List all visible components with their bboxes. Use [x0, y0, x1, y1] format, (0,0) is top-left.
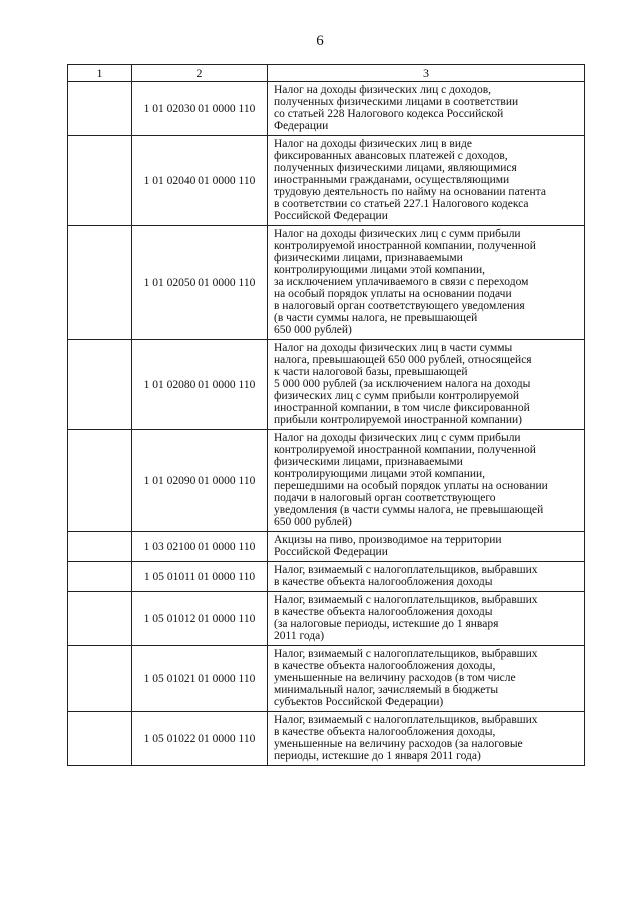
revenue-description: Налог, взимаемый с налогоплательщиков, выбравших в качестве объекта налогообложения доходы, уменьшенные на величину расходов (за налоговые периоды, истекшие до 1 января 2011 года)	[268, 712, 585, 766]
table-row	[68, 430, 585, 532]
revenue-description: Налог на доходы физических лиц в виде фиксированных авансовых платежей с доходов, полученных физическими лицами, являющимися иностранными гражданами, осуществляющими трудовую деятельность по найму на основании патента в соответствии со статьей 227.1 Налогового кодекса Российской Федерации	[268, 136, 585, 226]
revenue-description: Налог, взимаемый с налогоплательщиков, выбравших в качестве объекта налогообложения доходы (за налоговые периоды, истекшие до 1 января 2011 года)	[268, 592, 585, 646]
revenue-description: Налог на доходы физических лиц с сумм прибыли контролируемой иностранной компании, полученной физическими лицами, признаваемыми контролирующими лицами этой компании, перешедшими на особый порядок уплаты на основании подачи в налоговый орган соответствующего уведомления (в части суммы налога, не превышающей 650 000 рублей)	[268, 430, 585, 532]
budget-classification-code: 1 01 02080 01 0000 110	[132, 340, 268, 430]
row-col-1-cell	[68, 562, 132, 592]
revenue-description: Налог, взимаемый с налогоплательщиков, выбравших в качестве объекта налогообложения доходы	[268, 562, 585, 592]
row-col-1-cell	[68, 646, 132, 712]
budget-classification-code: 1 03 02100 01 0000 110	[132, 532, 268, 562]
table-row	[68, 136, 585, 226]
revenue-description: Налог, взимаемый с налогоплательщиков, выбравших в качестве объекта налогообложения доходы, уменьшенные на величину расходов (в том числе минимальный налог, зачисляемый в бюджеты субъектов Российской Федерации)	[268, 646, 585, 712]
row-col-1-cell	[68, 136, 132, 226]
row-col-1-cell	[68, 82, 132, 136]
page-number: 6	[316, 33, 324, 49]
row-col-1-cell	[68, 532, 132, 562]
row-col-1-cell	[68, 226, 132, 340]
budget-classification-code: 1 01 02040 01 0000 110	[132, 136, 268, 226]
budget-classification-code: 1 05 01021 01 0000 110	[132, 646, 268, 712]
table-row	[68, 712, 585, 766]
budget-classification-code: 1 01 02030 01 0000 110	[132, 82, 268, 136]
budget-classification-code: 1 01 02050 01 0000 110	[132, 226, 268, 340]
budget-classification-code: 1 05 01022 01 0000 110	[132, 712, 268, 766]
revenue-description: Налог на доходы физических лиц в части суммы налога, превышающей 650 000 рублей, относящейся к части налоговой базы, превышающей 5 000 000 рублей (за исключением налога на доходы физических лиц с сумм прибыли контролируемой иностранной компании, в том числе фиксированной прибыли контролируемой иностранной компании)	[268, 340, 585, 430]
row-col-1-cell	[68, 592, 132, 646]
table-row	[68, 592, 585, 646]
revenue-description: Налог на доходы физических лиц с доходов, полученных физическими лицами в соответствии со статьей 228 Налогового кодекса Российской Федерации	[268, 82, 585, 136]
budget-classification-code: 1 05 01011 01 0000 110	[132, 562, 268, 592]
table-row	[68, 82, 585, 136]
header-col-2: 2	[132, 65, 268, 82]
table-header-row	[68, 65, 585, 82]
table-row	[68, 340, 585, 430]
row-col-1-cell	[68, 340, 132, 430]
classification-table	[67, 64, 585, 766]
row-col-1-cell	[68, 712, 132, 766]
budget-classification-code: 1 01 02090 01 0000 110	[132, 430, 268, 532]
budget-classification-code: 1 05 01012 01 0000 110	[132, 592, 268, 646]
row-col-1-cell	[68, 430, 132, 532]
table-row	[68, 562, 585, 592]
table-row	[68, 646, 585, 712]
revenue-description: Налог на доходы физических лиц с сумм прибыли контролируемой иностранной компании, полученной физическими лицами, признаваемыми контролирующими лицами этой компании, за исключением уплачиваемого в связи с переходом на особый порядок уплаты на основании подачи в налоговый орган соответствующего уведомления (в части суммы налога, не превышающей 650 000 рублей)	[268, 226, 585, 340]
table-row	[68, 226, 585, 340]
header-col-3: 3	[268, 65, 585, 82]
revenue-description: Акцизы на пиво, производимое на территории Российской Федерации	[268, 532, 585, 562]
header-col-1: 1	[68, 65, 132, 82]
table-row	[68, 532, 585, 562]
